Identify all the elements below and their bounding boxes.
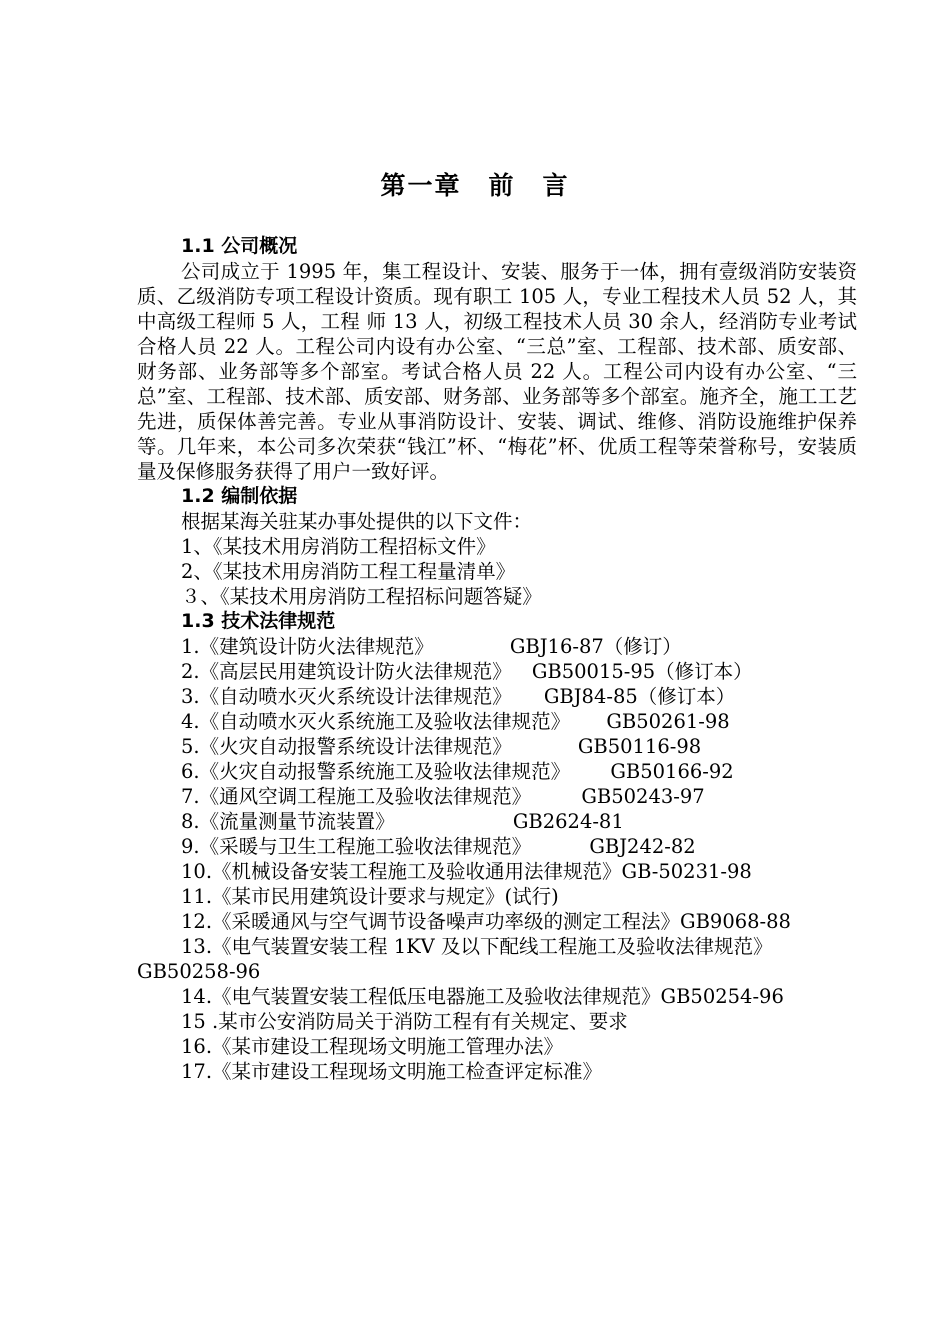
standard-item: 12.《采暖通风与空气调节设备噪声功率级的测定工程法》GB9068-88: [181, 910, 791, 933]
basis-item: 1、《某技术用房消防工程招标文件》: [181, 535, 496, 558]
standard-item: [137, 809, 857, 834]
basis-item: ３、《某技术用房消防工程招标问题答疑》: [181, 585, 542, 608]
section-heading-company-overview: 1.1 公司概况: [181, 235, 298, 257]
standard-title: 9.《采暖与卫生工程施工验收法律规范》: [181, 835, 532, 858]
document-body: [137, 234, 857, 1084]
standard-item: 14.《电气装置安装工程低压电器施工及验收法律规范》GB50254-96: [181, 985, 784, 1008]
standard-code: GBJ84-85（修订本）: [543, 685, 736, 708]
standard-item: [137, 784, 857, 809]
standard-title: 8.《流量测量节流装置》: [181, 810, 395, 833]
standard-title: 5.《火灾自动报警系统设计法律规范》: [181, 735, 512, 758]
standard-title: 2.《高层民用建筑设计防火法律规范》: [181, 660, 512, 683]
chapter-title: 第一章 前 言: [380, 171, 570, 200]
standard-code: GB50261-98: [606, 710, 730, 733]
standard-item: 15 .某市公安消防局关于消防工程有有关规定、要求: [181, 1010, 628, 1033]
standard-code: GB50116-98: [577, 735, 702, 758]
standard-code: GB50015-95（修订本）: [531, 660, 753, 683]
section-heading-basis: 1.2 编制依据: [181, 485, 298, 507]
standard-title: 7.《通风空调工程施工及验收法律规范》: [181, 785, 532, 808]
standard-item: [137, 659, 857, 684]
standard-item: 16.《某市建设工程现场文明施工管理办法》: [181, 1035, 564, 1058]
basis-intro: 根据某海关驻某办事处提供的以下文件：: [181, 510, 533, 533]
standard-title: 6.《火灾自动报警系统施工及验收法律规范》: [181, 760, 571, 783]
standard-item: [137, 684, 857, 709]
standard-item: 10.《机械设备安装工程施工及验收通用法律规范》GB-50231-98: [181, 860, 752, 883]
standard-code: GBJ242-82: [589, 835, 696, 858]
standard-item: [137, 734, 857, 759]
standard-item: [137, 759, 857, 784]
standard-title: 3.《自动喷水灭火系统设计法律规范》: [181, 685, 512, 708]
standard-item: [137, 834, 857, 859]
standard-item: 17.《某市建设工程现场文明施工检查评定标准》: [181, 1060, 603, 1083]
standard-title: 1.《建筑设计防火法律规范》: [181, 635, 434, 658]
standard-code: GB50243-97: [581, 785, 705, 808]
company-overview-paragraph: 公司成立于 1995 年，集工程设计、安装、服务于一体，拥有壹级消防安装资质、乙级消防专项工程设计资质。现有职工 105 人，专业工程技术人员 52 人，其中高级工程师 5 人，工程 师 13 人，初级工程技术人员 30 余人，经消防专业考试合格人员 22 人。工程公司内设有办公室、“三总”室、工程部、技术部、质安部、财务部、业务部等多个部室。考试合格人员 22 人。工程公司内设有办公室、“三总”室、工程部、技术部、质安部、财务部、业务部等多个部室。施齐全，施工工艺先进，质保体善完善。专业从事消防设计、安装、调试、维修、消防设施维护保养等。几年来，本公司多次荣获“钱江”杯、“梅花”杯、优质工程等荣誉称号，安装质量及保修服务获得了用户一致好评。: [137, 260, 857, 483]
standard-title: 4.《自动喷水灭火系统施工及验收法律规范》: [181, 710, 571, 733]
standard-code: GBJ16-87（修订）: [509, 635, 682, 658]
basis-item: 2、《某技术用房消防工程工程量清单》: [181, 560, 516, 583]
standard-item: [137, 634, 857, 659]
standard-item: 11.《某市民用建筑设计要求与规定》(试行): [181, 885, 559, 908]
standard-item: 13.《电气装置安装工程 1KV 及以下配线工程施工及验收法律规范》GB50258-96: [137, 935, 773, 983]
standard-item: [137, 709, 857, 734]
section-heading-standards: 1.3 技术法律规范: [181, 610, 336, 632]
standard-code: GB50166-92: [610, 760, 734, 783]
standard-code: GB2624-81: [512, 810, 624, 833]
